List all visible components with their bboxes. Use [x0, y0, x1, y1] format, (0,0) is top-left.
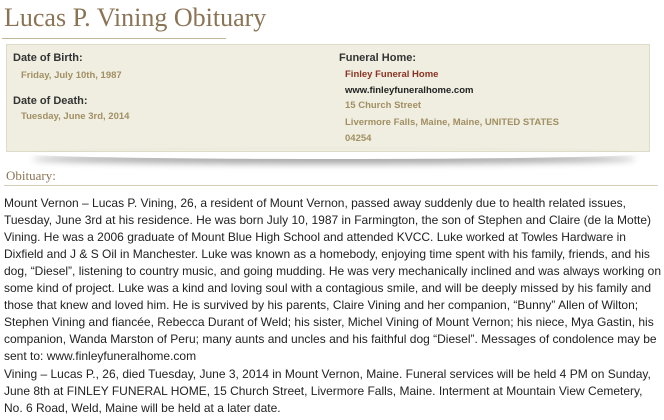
- death-value: Tuesday, June 3rd, 2014: [21, 111, 130, 122]
- funeral-home-link[interactable]: www.finleyfuneralhome.com: [345, 85, 474, 96]
- details-box-shadow: [32, 149, 636, 159]
- obituary-heading: Obituary:: [6, 168, 56, 183]
- funeral-home-label: Funeral Home:: [339, 52, 417, 64]
- funeral-home-street: 15 Church Street: [345, 100, 422, 111]
- page-title: Lucas P. Vining Obituary: [4, 3, 267, 32]
- title-divider: [2, 38, 226, 39]
- birth-label: Date of Birth:: [13, 52, 83, 64]
- obituary-divider: [4, 185, 658, 186]
- funeral-home-name: Finley Funeral Home: [345, 69, 439, 80]
- obituary-paragraph-1: Mount Vernon – Lucas P. Vining, 26, a resident of Mount Vernon, passed away suddenly due to health related issues, Tuesday, June 3rd at his residence. He was born July 10, 1987 in Farmington, the son of Stephen and Claire (de la Motte) Vining. He was a 2006 graduate of Mount Blue High School and attended KVCC. Luke worked at Towles Hardware in Dixfield and J & S Oil in Manchester. Luke was known as a homebody, enjoying time spent with his family, friends, and his dog, “Diesel”, listening to country music, and going mudding. He was very mechanically inclined and was always working on some kind of project. Luke was a kind and loving soul with a contagious smile, and will be deeply missed by his family and those that knew and loved him. He is survived by his parents, Claire Vining and her companion, “Bunny” Allen of Wilton; Stephen Vining and fiancée, Rebecca Durant of Weld; his sister, Michel Vining of Mount Vernon; his niece, Mya Gastin, his companion, Wanda Marston of Peru; many aunts and uncles and his faithful dog “Diesel”. Messages of condolence may be sent to: www.finleyfuneralhome.com: [4, 196, 661, 363]
- death-label: Date of Death:: [13, 95, 88, 107]
- funeral-home-city: Livermore Falls, Maine, Maine, UNITED STATES: [345, 117, 559, 128]
- obituary-paragraph-2: Vining – Lucas P., 26, died Tuesday, June 3, 2014 in Mount Vernon, Maine. Funeral services will be held 4 PM on Sunday, June 8th at FINLEY FUNERAL HOME, 15 Church Street, Livermore Falls, Maine. Interment at Mountain View Cemetery, No. 6 Road, Weld, Maine will be held at a later date.: [4, 367, 651, 415]
- birth-value: Friday, July 10th, 1987: [21, 70, 122, 81]
- funeral-home-zip: 04254: [345, 133, 372, 144]
- details-box: [6, 44, 650, 152]
